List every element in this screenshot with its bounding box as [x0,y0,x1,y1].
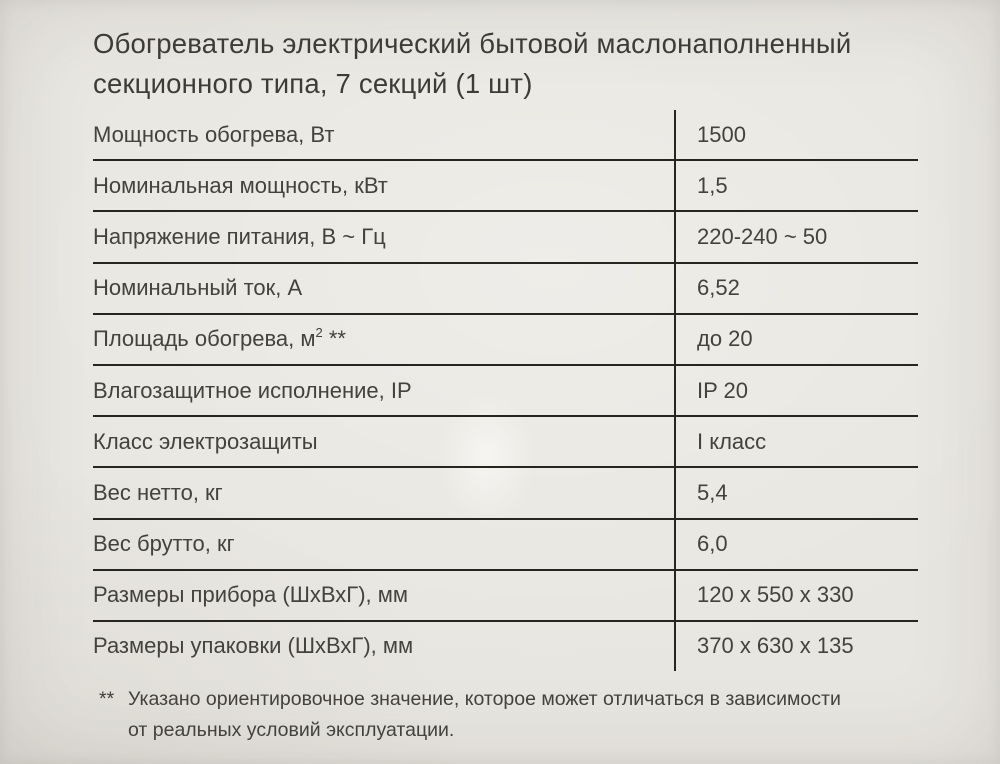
spec-label: Размеры упаковки (ШхВхГ), мм [93,633,414,659]
spec-value: 5,4 [674,468,918,517]
spec-value: до 20 [674,315,918,364]
table-row [93,366,918,417]
table-row [93,417,918,468]
product-title-line2: секционного типа, 7 секций (1 шт) [93,68,533,99]
table-row [93,161,918,212]
spec-label: Напряжение питания, В ~ Гц [93,223,386,249]
table-row [93,571,918,622]
product-title-line1: Обогреватель электрический бытовой маслонаполненный [93,28,852,59]
footnote-marker: ** [99,688,115,710]
spec-label: Размеры прибора (ШхВхГ), мм [93,582,409,608]
spec-value: 6,0 [674,520,918,569]
spec-label: Вес брутто, кг [93,531,235,557]
spec-label-text: Площадь обогрева, м [93,326,316,352]
spec-value: IP 20 [674,366,918,415]
footnote [99,684,841,746]
spec-label: Вес нетто, кг [93,479,223,505]
spec-value: I класс [674,417,918,466]
spec-label: Номинальная мощность, кВт [93,172,388,198]
table-row [93,315,918,366]
product-title [93,24,933,104]
footnote-line2: от реальных условий эксплуатации. [128,719,455,741]
footnote-text [128,684,841,746]
footnote-line1: Указано ориентировочное значение, которое может отличаться в зависимости [128,688,841,710]
spec-value: 1500 [674,110,918,159]
table-row [93,110,918,161]
spec-value: 1,5 [674,161,918,210]
spec-table [93,110,918,671]
spec-value: 220-240 ~ 50 [674,212,918,261]
table-row [93,520,918,571]
table-row [93,468,918,519]
table-row [93,212,918,263]
spec-label: Влагозащитное исполнение, IP [93,377,412,403]
spec-label: Номинальный ток, А [93,275,303,301]
table-row [93,622,918,671]
spec-label: Мощность обогрева, Вт [93,121,335,147]
spec-value: 120 х 550 х 330 [674,571,918,620]
spec-label: Класс электрозащиты [93,428,318,454]
spec-label-superscript: 2 [315,324,323,340]
table-row [93,264,918,315]
spec-value: 370 х 630 х 135 [674,622,918,671]
spec-label [93,315,674,364]
spec-label-suffix: ** [322,326,346,352]
spec-value: 6,52 [674,264,918,313]
